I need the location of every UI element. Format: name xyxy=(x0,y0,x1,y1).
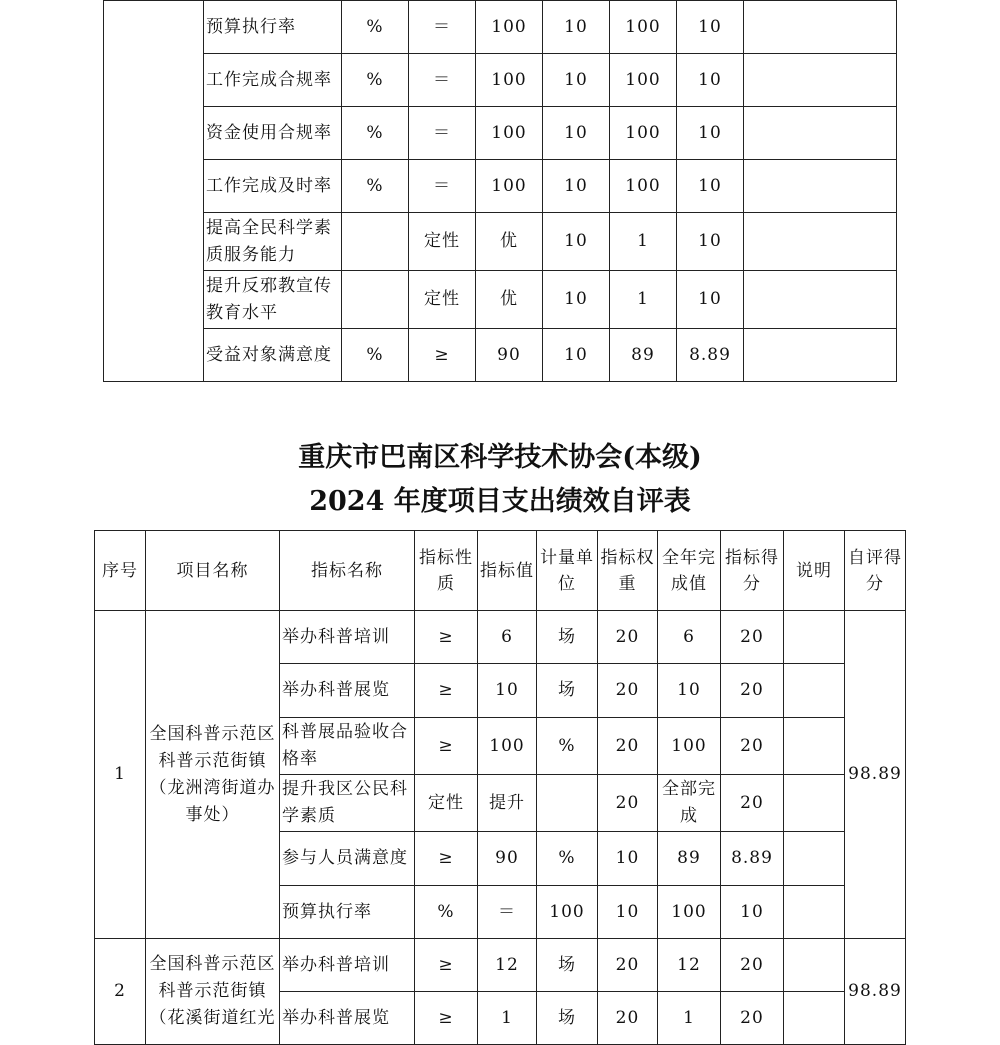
actual-cell: 100 xyxy=(610,54,677,107)
value-cell: 12 xyxy=(478,939,537,992)
unit-cell xyxy=(342,271,409,329)
nature-cell: % xyxy=(415,886,478,939)
note-cell xyxy=(784,832,845,886)
header-row xyxy=(95,531,906,611)
note-cell xyxy=(784,886,845,939)
value-cell: 1 xyxy=(478,992,537,1045)
top-indicator-table xyxy=(103,0,897,382)
actual-cell: 全部完成 xyxy=(658,775,721,832)
score-cell: 8.89 xyxy=(677,329,744,382)
indicator-name: 举办科普展览 xyxy=(280,664,415,718)
note-cell xyxy=(744,107,897,160)
nature-cell: ≥ xyxy=(415,718,478,775)
score-cell: 8.89 xyxy=(721,832,784,886)
header-note: 说明 xyxy=(784,531,845,611)
unit-cell xyxy=(537,775,598,832)
nature-cell: ≥ xyxy=(415,664,478,718)
table-row xyxy=(104,54,897,107)
weight-cell: 20 xyxy=(598,718,658,775)
table-row xyxy=(95,939,906,992)
self-score-cell: 98.89 xyxy=(845,939,906,1045)
header-nature: 指标性质 xyxy=(415,531,478,611)
value-cell: 提升 xyxy=(478,775,537,832)
actual-cell: 1 xyxy=(610,213,677,271)
header-weight: 指标权重 xyxy=(598,531,658,611)
unit-cell: % xyxy=(537,832,598,886)
unit-cell: % xyxy=(342,1,409,54)
actual-cell: 100 xyxy=(610,160,677,213)
score-cell: 10 xyxy=(721,886,784,939)
target-cell: 优 xyxy=(476,271,543,329)
table-row xyxy=(104,213,897,271)
indicator-name: 科普展品验收合格率 xyxy=(280,718,415,775)
target-cell: 90 xyxy=(476,329,543,382)
operator-cell: 定性 xyxy=(409,271,476,329)
unit-cell xyxy=(342,213,409,271)
weight-cell: 10 xyxy=(543,107,610,160)
self-evaluation-table xyxy=(94,530,906,1045)
header-indicator: 指标名称 xyxy=(280,531,415,611)
indicator-name: 预算执行率 xyxy=(204,1,342,54)
indicator-name: 提高全民科学素质服务能力 xyxy=(204,213,342,271)
weight-cell: 10 xyxy=(543,160,610,213)
self-score-cell: 98.89 xyxy=(845,611,906,939)
table-row xyxy=(95,611,906,664)
indicator-name: 预算执行率 xyxy=(280,886,415,939)
table-row xyxy=(104,329,897,382)
weight-cell: 10 xyxy=(598,886,658,939)
score-cell: 20 xyxy=(721,775,784,832)
indicator-name: 举办科普培训 xyxy=(280,611,415,664)
operator-cell: 定性 xyxy=(409,213,476,271)
header-self-score: 自评得分 xyxy=(845,531,906,611)
actual-cell: 6 xyxy=(658,611,721,664)
note-cell xyxy=(784,939,845,992)
unit-cell: 场 xyxy=(537,939,598,992)
indicator-name: 举办科普培训 xyxy=(280,939,415,992)
weight-cell: 20 xyxy=(598,775,658,832)
weight-cell: 10 xyxy=(543,271,610,329)
operator-cell: ＝ xyxy=(409,160,476,213)
unit-cell: % xyxy=(342,54,409,107)
table-row xyxy=(104,271,897,329)
indicator-name: 资金使用合规率 xyxy=(204,107,342,160)
unit-cell: % xyxy=(342,329,409,382)
weight-cell: 10 xyxy=(598,832,658,886)
weight-cell: 20 xyxy=(598,939,658,992)
weight-cell: 20 xyxy=(598,664,658,718)
score-cell: 10 xyxy=(677,271,744,329)
score-cell: 10 xyxy=(677,213,744,271)
indicator-name: 参与人员满意度 xyxy=(280,832,415,886)
header-unit: 计量单位 xyxy=(537,531,598,611)
header-score: 指标得分 xyxy=(721,531,784,611)
nature-cell: ≥ xyxy=(415,832,478,886)
unit-cell: % xyxy=(342,107,409,160)
note-cell xyxy=(744,1,897,54)
unit-cell: % xyxy=(537,718,598,775)
unit-cell: 100 xyxy=(537,886,598,939)
value-cell: 90 xyxy=(478,832,537,886)
score-cell: 20 xyxy=(721,718,784,775)
seq-cell: 1 xyxy=(95,611,146,939)
target-cell: 100 xyxy=(476,107,543,160)
report-title xyxy=(0,436,1000,524)
operator-cell: ＝ xyxy=(409,1,476,54)
nature-cell: 定性 xyxy=(415,775,478,832)
score-cell: 20 xyxy=(721,992,784,1045)
indicator-name: 受益对象满意度 xyxy=(204,329,342,382)
project-name-cell: 全国科普示范区科普示范街镇（花溪街道红光 xyxy=(146,939,280,1045)
note-cell xyxy=(784,611,845,664)
weight-cell: 20 xyxy=(598,992,658,1045)
header-value: 指标值 xyxy=(478,531,537,611)
value-cell: 100 xyxy=(478,718,537,775)
weight-cell: 10 xyxy=(543,329,610,382)
operator-cell: ≥ xyxy=(409,329,476,382)
unit-cell: 场 xyxy=(537,992,598,1045)
title-line-2: 2024 年度项目支出绩效自评表 xyxy=(309,486,691,517)
note-cell xyxy=(784,775,845,832)
table-row xyxy=(104,1,897,54)
weight-cell: 20 xyxy=(598,611,658,664)
unit-cell: 场 xyxy=(537,611,598,664)
indicator-name: 举办科普展览 xyxy=(280,992,415,1045)
target-cell: 100 xyxy=(476,54,543,107)
nature-cell: ≥ xyxy=(415,992,478,1045)
weight-cell: 10 xyxy=(543,54,610,107)
note-cell xyxy=(744,213,897,271)
actual-cell: 1 xyxy=(658,992,721,1045)
header-seq: 序号 xyxy=(95,531,146,611)
target-cell: 优 xyxy=(476,213,543,271)
score-cell: 10 xyxy=(677,160,744,213)
unit-cell: % xyxy=(342,160,409,213)
header-actual: 全年完成值 xyxy=(658,531,721,611)
note-cell xyxy=(744,54,897,107)
value-cell: 10 xyxy=(478,664,537,718)
seq-cell: 2 xyxy=(95,939,146,1045)
value-cell: 6 xyxy=(478,611,537,664)
indicator-name: 工作完成合规率 xyxy=(204,54,342,107)
note-cell xyxy=(784,664,845,718)
unit-cell: 场 xyxy=(537,664,598,718)
nature-cell: ≥ xyxy=(415,939,478,992)
actual-cell: 100 xyxy=(658,718,721,775)
actual-cell: 12 xyxy=(658,939,721,992)
target-cell: 100 xyxy=(476,1,543,54)
note-cell xyxy=(744,160,897,213)
score-cell: 20 xyxy=(721,939,784,992)
actual-cell: 1 xyxy=(610,271,677,329)
note-cell xyxy=(784,718,845,775)
title-line-1: 重庆市巴南区科学技术协会(本级) xyxy=(298,442,702,473)
operator-cell: ＝ xyxy=(409,107,476,160)
actual-cell: 89 xyxy=(658,832,721,886)
indicator-name: 提升我区公民科学素质 xyxy=(280,775,415,832)
indicator-name: 提升反邪教宣传教育水平 xyxy=(204,271,342,329)
weight-cell: 10 xyxy=(543,1,610,54)
operator-cell: ＝ xyxy=(409,54,476,107)
score-cell: 10 xyxy=(677,1,744,54)
actual-cell: 89 xyxy=(610,329,677,382)
actual-cell: 10 xyxy=(658,664,721,718)
actual-cell: 100 xyxy=(610,107,677,160)
project-name-cell: 全国科普示范区科普示范街镇（龙洲湾街道办事处） xyxy=(146,611,280,939)
target-cell: 100 xyxy=(476,160,543,213)
score-cell: 20 xyxy=(721,664,784,718)
note-cell xyxy=(784,992,845,1045)
score-cell: 10 xyxy=(677,54,744,107)
score-cell: 10 xyxy=(677,107,744,160)
note-cell xyxy=(744,271,897,329)
indicator-name: 工作完成及时率 xyxy=(204,160,342,213)
note-cell xyxy=(744,329,897,382)
actual-cell: 100 xyxy=(610,1,677,54)
value-cell: ＝ xyxy=(478,886,537,939)
blank-cell xyxy=(104,1,204,382)
table-row xyxy=(104,160,897,213)
actual-cell: 100 xyxy=(658,886,721,939)
nature-cell: ≥ xyxy=(415,611,478,664)
score-cell: 20 xyxy=(721,611,784,664)
table-row xyxy=(104,107,897,160)
header-project: 项目名称 xyxy=(146,531,280,611)
weight-cell: 10 xyxy=(543,213,610,271)
